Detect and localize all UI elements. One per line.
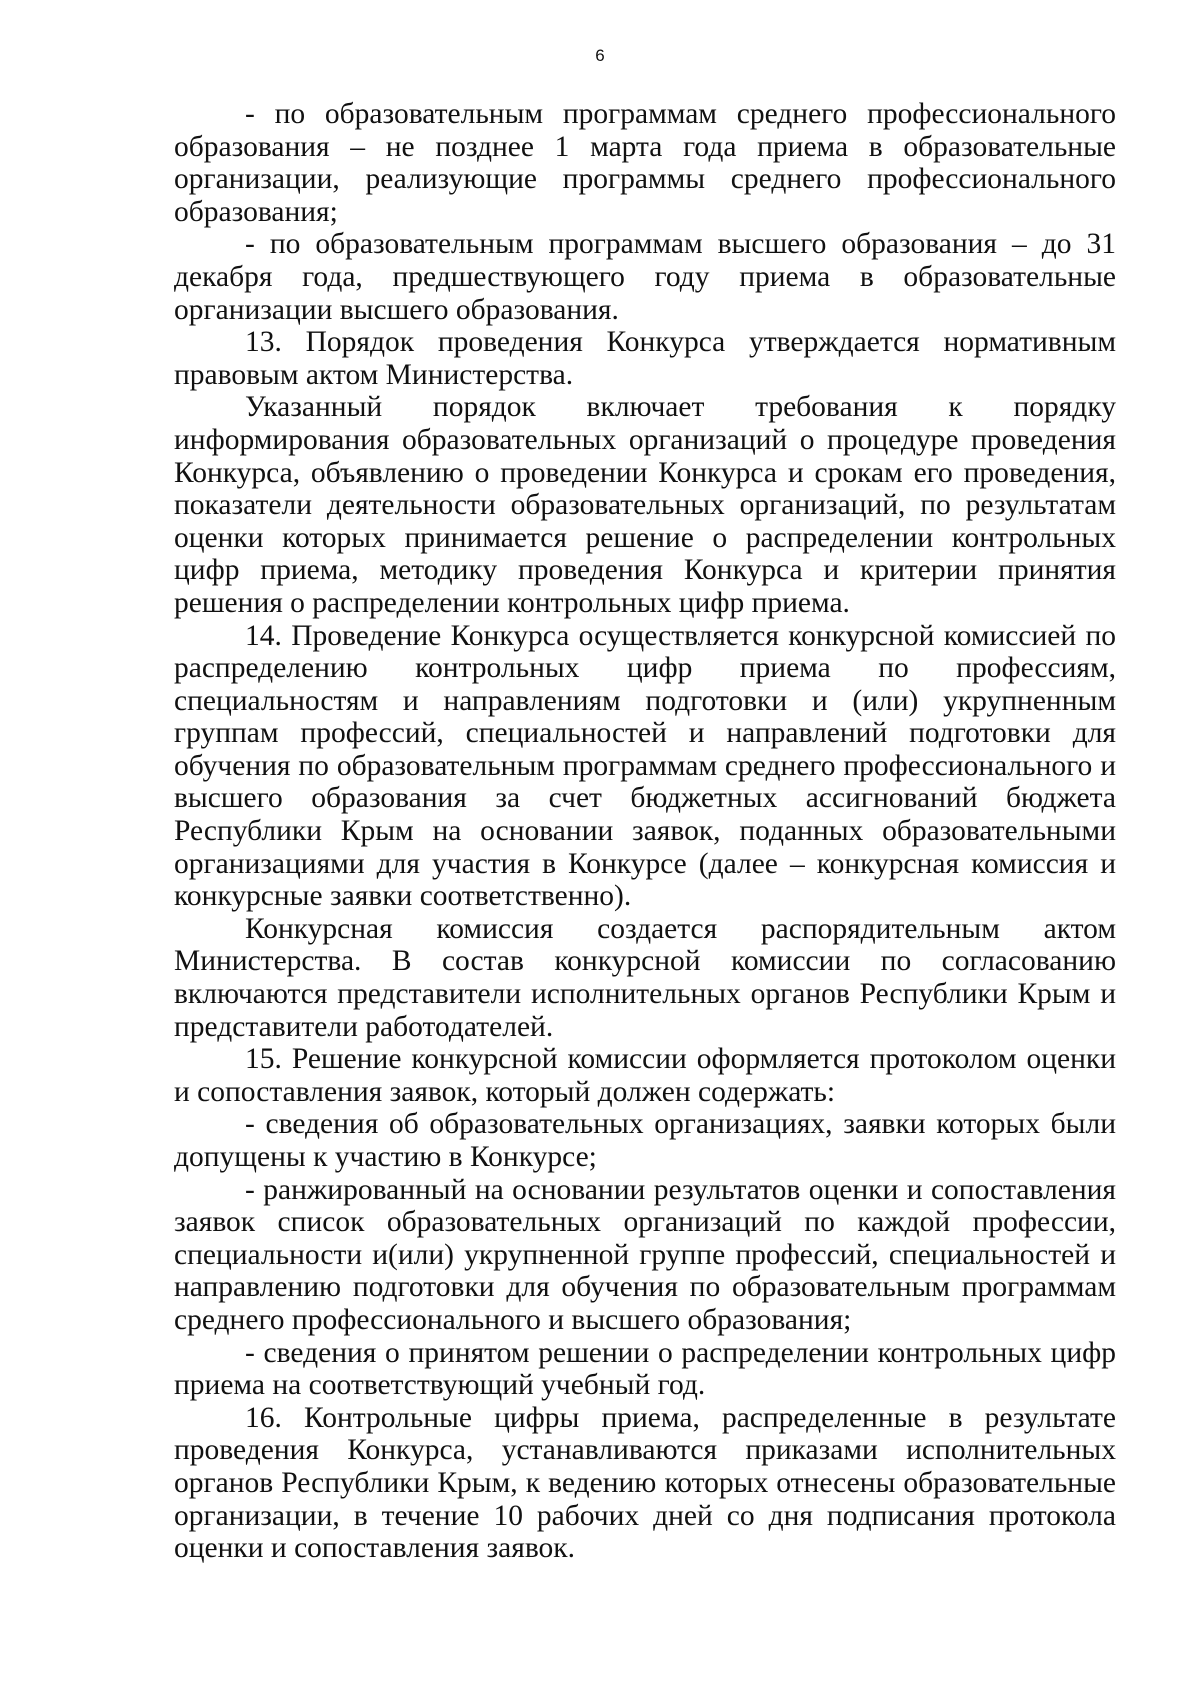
paragraph-14: 14. Проведение Конкурса осуществляется конкурсной комиссией по распределению контрольных цифр приема по профессиям, специальностям и направлениям подготовки и (или) укрупненным группам профессий, специальностей и направлений подготовки для обучения по образовательным программам среднего профессионального и высшего образования за счет бюджетных ассигнований бюджета Республики Крым на основании заявок, поданных образовательными организациями для участия в Конкурсе (далее – конкурсная комиссия и конкурсные заявки соответственно). xyxy=(174,619,1116,913)
document-body xyxy=(174,98,1116,1565)
page-number: 6 xyxy=(595,46,605,65)
paragraph-15-item-1: - сведения об образовательных организациях, заявки которых были допущены к участию в Конкурсе; xyxy=(174,1108,1116,1173)
paragraph-15: 15. Решение конкурсной комиссии оформляется протоколом оценки и сопоставления заявок, который должен содержать: xyxy=(174,1043,1116,1108)
paragraph-13: 13. Порядок проведения Конкурса утверждается нормативным правовым актом Министерства. xyxy=(174,326,1116,391)
paragraph-vo-deadline: - по образовательным программам высшего образования – до 31 декабря года, предшествующего году приема в образовательные организации высшего образования. xyxy=(174,228,1116,326)
paragraph-14-commission: Конкурсная комиссия создается распорядительным актом Министерства. В состав конкурсной комиссии по согласованию включаются представители исполнительных органов Республики Крым и представители работодателей. xyxy=(174,912,1116,1043)
paragraph-15-item-2: - ранжированный на основании результатов оценки и сопоставления заявок список образовательных организаций по каждой профессии, специальности и(или) укрупненной группе профессий, специальностей и направлению подготовки для обучения по образовательным программам среднего профессионального и высшего образования; xyxy=(174,1173,1116,1336)
paragraph-spo-deadline: - по образовательным программам среднего профессионального образования – не позднее 1 марта года приема в образовательные организации, реализующие программы среднего профессионального образования; xyxy=(174,98,1116,228)
paragraph-13-procedure: Указанный порядок включает требования к порядку информирования образовательных организаций о процедуре проведения Конкурса, объявлению о проведении Конкурса и срокам его проведения, показатели деятельности образовательных организаций, по результатам оценки которых принимается решение о распределении контрольных цифр приема, методику проведения Конкурса и критерии принятия решения о распределении контрольных цифр приема. xyxy=(174,391,1116,619)
paragraph-15-item-3: - сведения о принятом решении о распределении контрольных цифр приема на соответствующий учебный год. xyxy=(174,1336,1116,1402)
paragraph-16: 16. Контрольные цифры приема, распределенные в результате проведения Конкурса, устанавливаются приказами исполнительных органов Республики Крым, к ведению которых отнесены образовательные организации, в течение 10 рабочих дней со дня подписания протокола оценки и сопоставления заявок. xyxy=(174,1401,1116,1565)
